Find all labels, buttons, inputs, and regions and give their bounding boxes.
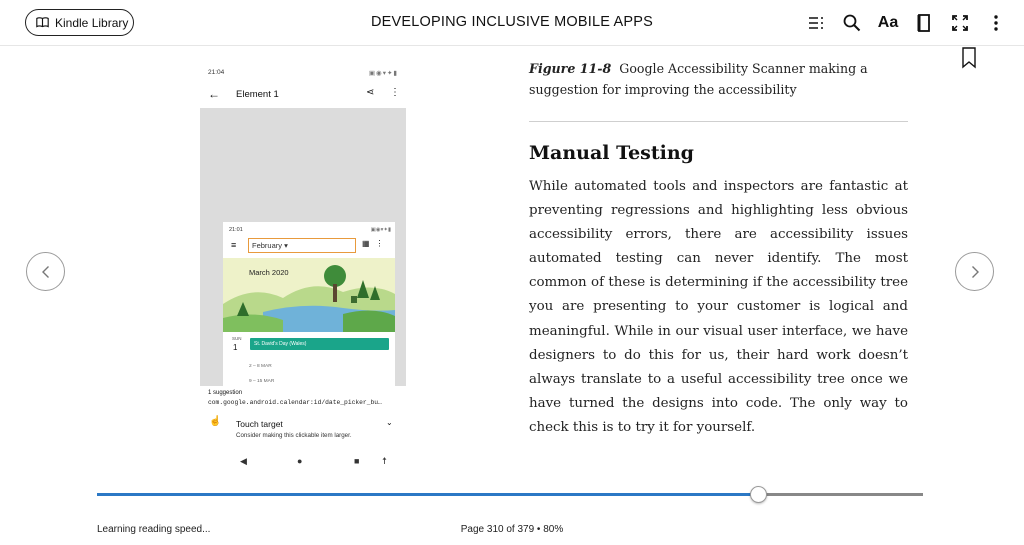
figure-caption (529, 58, 908, 100)
figure-caption-text: Google Accessibility Scanner making a suggestion for improving the accessibility (529, 61, 868, 97)
figure-screenshot (200, 62, 406, 474)
phone-status-icons: ▣◉▾✦▮ (368, 70, 398, 77)
phone-app-bar (200, 84, 406, 106)
suggestion-count: 1 suggestion (208, 390, 243, 396)
kindle-library-label: Kindle Library (55, 15, 129, 30)
section-heading: Manual Testing (529, 142, 694, 164)
reading-progress-fill (97, 493, 758, 496)
calendar-week-range: 2 – 8 MAR (249, 364, 272, 369)
calendar-month-field: February ▾ (248, 238, 356, 253)
body-paragraph: While automated tools and inspectors are fantastic at preventing regressions and highlighting less obvious accessibility errors, there are accessibility issues automated testing can never identify. The most common of these is determining if the accessibility tree you are presenting to your customer is logical and meaningful. While in our visual user interface, we have designers to do this for us, their hard work doesn’t always translate to a useful accessibility tree once we have turned the designs into code. The only way to check this is to try it for yourself. (529, 179, 908, 435)
calendar-day-number: 1 (233, 343, 238, 352)
divider (529, 121, 908, 122)
touch-target-subtitle: Consider making this clickable item larger. (236, 432, 352, 439)
calendar-status-time: 21:01 (229, 227, 243, 233)
next-page-button[interactable] (955, 252, 994, 291)
phone-status-time: 21:04 (208, 69, 225, 76)
search-icon[interactable] (834, 11, 870, 35)
more-icon[interactable] (978, 11, 1014, 35)
reader-header (0, 0, 1024, 46)
book-title: DEVELOPING INCLUSIVE MOBILE APPS (371, 14, 653, 30)
calendar-event-chip: St. David's Day (Wales) (250, 338, 389, 350)
font-settings-icon[interactable]: Aa (877, 14, 899, 31)
phone-more-icon: ⋮ (390, 87, 400, 98)
back-arrow-icon: ← (208, 87, 220, 101)
accessibility-icon: ☨ (382, 456, 387, 466)
touch-target-title: Touch target (236, 419, 283, 429)
phone-recents-square-icon: ■ (354, 456, 360, 466)
bookmark-icon[interactable] (961, 47, 977, 69)
calendar-illustration-title: March 2020 (249, 268, 289, 277)
calendar-week-range: 9 – 15 MAR (249, 379, 275, 384)
chevron-down-icon: ⌄ (386, 418, 393, 427)
phone-back-triangle-icon: ◀ (240, 456, 247, 466)
chevron-left-icon (39, 265, 53, 279)
toc-icon[interactable] (798, 11, 834, 35)
phone-app-bar-title: Element 1 (236, 89, 279, 100)
page-location: Page 310 of 379 • 80% (460, 524, 564, 535)
reading-speed-status: Learning reading speed... (97, 524, 211, 535)
reading-progress-handle[interactable] (750, 486, 767, 503)
touch-hand-icon: ☝ (209, 416, 222, 427)
figure-label: Figure 11-8 (529, 61, 612, 76)
menu-icon: ≡ (231, 240, 237, 250)
notebook-icon[interactable] (906, 11, 942, 35)
calendar-toolbar-icons: ▦⋮ (362, 239, 390, 248)
phone-nav-bar (200, 456, 406, 470)
calendar-screenshot (223, 222, 395, 386)
chevron-right-icon (968, 265, 982, 279)
calendar-status-icons: ▣◉▾✦▮ (370, 227, 391, 233)
previous-page-button[interactable] (26, 252, 65, 291)
calendar-day-label: SUN (232, 336, 242, 341)
fullscreen-icon[interactable] (942, 11, 978, 35)
share-icon: ⋖ (366, 87, 375, 98)
suggestion-package-id: com.google.android.calendar:id/date_picker_bu… (208, 399, 382, 406)
reading-progress-track[interactable] (97, 493, 923, 496)
phone-home-circle-icon: ● (297, 456, 303, 466)
